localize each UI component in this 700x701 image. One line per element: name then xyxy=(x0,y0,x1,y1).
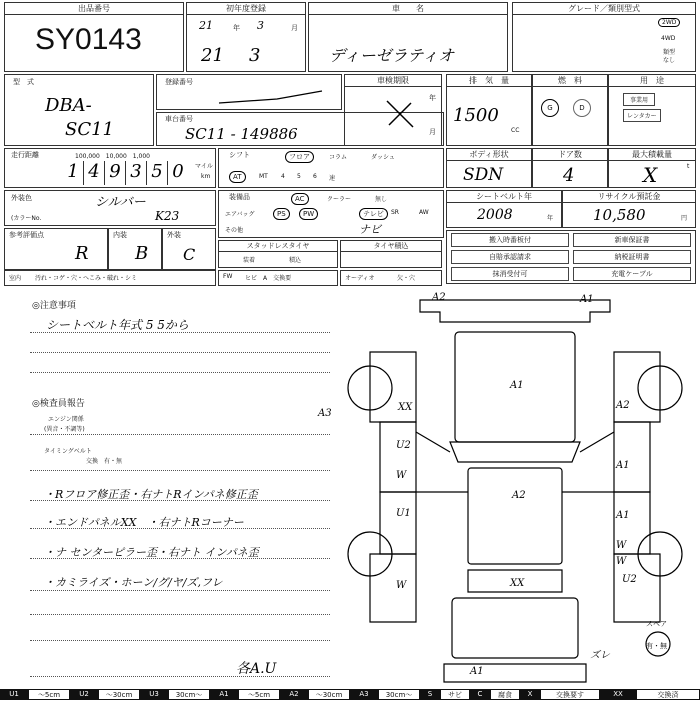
model-line2: SC11 xyxy=(65,119,115,140)
legend-key: X xyxy=(520,689,540,700)
registration-box xyxy=(156,74,342,110)
score-box xyxy=(4,228,108,270)
model-box xyxy=(4,74,154,146)
equip-cooler: クーラー xyxy=(327,196,352,203)
damage-mark: U1 xyxy=(396,508,411,519)
legend-value: ～30cm xyxy=(98,689,140,700)
damage-mark: A3 xyxy=(318,408,332,419)
equip-none: 無し xyxy=(375,196,388,203)
damage-mark: A2 xyxy=(616,400,630,411)
fuel-g: G xyxy=(541,99,559,117)
damage-mark: XX xyxy=(398,402,413,413)
legend-value: 腐食 xyxy=(490,689,520,700)
legend-key: A3 xyxy=(350,689,378,700)
grade-box xyxy=(512,2,696,72)
legend-value: ～5cm xyxy=(238,689,280,700)
seatbelt-unit: 年 xyxy=(547,215,554,222)
doors-label: ドア数 xyxy=(533,149,607,161)
interior-cond-box xyxy=(4,270,216,286)
doors-value: 4 xyxy=(563,165,575,186)
damage-mark: XX xyxy=(510,578,525,589)
note-line xyxy=(30,528,330,529)
damage-mark: A1 xyxy=(510,380,524,391)
fuel-d: D xyxy=(573,99,591,117)
chassis-value: SC11 - 149886 xyxy=(185,125,298,143)
shift-floor: フロア xyxy=(285,151,314,163)
note-line xyxy=(30,332,330,333)
recycle-label: リサイクル預託金 xyxy=(563,191,695,203)
note-line xyxy=(30,352,330,353)
equip-other: その他 xyxy=(225,227,244,234)
spare-label: スペア xyxy=(646,620,667,628)
mileage-digit: 3 xyxy=(126,161,147,185)
damage-mark: A2 xyxy=(432,292,446,303)
drive-2wd: 2WD xyxy=(658,18,680,27)
equipment-box xyxy=(218,190,444,238)
damage-mark: U2 xyxy=(396,440,411,451)
fw-label: FW xyxy=(223,273,233,280)
exterior-box xyxy=(162,228,216,270)
note-line xyxy=(30,676,330,677)
mileage-unit2: マイル xyxy=(195,163,213,170)
studless-box xyxy=(218,240,338,268)
inspection-line-4: ・カミライズ・ホーン/グ/ヤ/ズ,フレ xyxy=(44,576,223,589)
use-rental: レンタカー xyxy=(623,109,661,122)
engine-sub: (異音・不調等) xyxy=(44,426,85,433)
legend-key: XX xyxy=(600,689,636,700)
score-label: 参考評価点 xyxy=(9,231,44,239)
mileage-digit: 0 xyxy=(172,161,184,182)
inspection-year-unit: 年 xyxy=(429,94,436,102)
legend-value: 交換済 xyxy=(636,689,700,700)
displacement-value: 1500 xyxy=(453,105,499,126)
note-line xyxy=(30,590,330,591)
model-label: 型 式 xyxy=(13,78,34,86)
month-unit: 月 xyxy=(291,24,298,32)
equip-label: 装備品 xyxy=(229,193,250,201)
recycle-unit: 円 xyxy=(681,215,688,222)
score-value: R xyxy=(75,243,89,264)
studless-label: スタッドレスタイヤ xyxy=(219,241,337,252)
doc-item-6: 充電ケーブル xyxy=(573,267,691,281)
color-code: K23 xyxy=(155,209,180,223)
exterior-value: C xyxy=(183,245,196,264)
inspection-label: 車検期限 xyxy=(345,75,441,87)
recycle-value: 10,580 xyxy=(593,206,646,224)
fuel-box xyxy=(532,74,608,146)
damage-mark: A2 xyxy=(512,490,526,501)
fw-opts: ヒビ A 交換要 xyxy=(245,275,292,282)
inspector-title: ◎検査員報告 xyxy=(32,399,85,409)
caution-text: シートベルト年式 5 5から xyxy=(46,318,189,332)
first-reg-year-hand: 21 xyxy=(201,45,224,66)
damage-mark: W xyxy=(396,470,407,481)
lot-box xyxy=(4,2,184,72)
mileage-digit: 5 xyxy=(147,161,168,185)
damage-mark: A1 xyxy=(616,460,630,471)
damage-mark: U2 xyxy=(622,574,637,585)
mileage-scale: 100,000 10,000 1,000 xyxy=(75,153,150,160)
interior-cond: 汚れ・コゲ・穴・へこみ・破れ・シミ xyxy=(35,275,138,282)
interior-value: B xyxy=(135,243,149,264)
signature: 各A.U xyxy=(236,661,277,677)
note-line xyxy=(30,500,330,501)
shift-box xyxy=(218,148,444,188)
body-value: SDN xyxy=(463,165,504,185)
shift-speed: 速 xyxy=(329,175,336,182)
interior-box xyxy=(108,228,162,270)
mileage-digit: 4 xyxy=(84,161,105,185)
displacement-label: 排 気 量 xyxy=(447,75,531,87)
equip-airbag: エアバッグ xyxy=(225,211,255,218)
inspection-line-3: ・ナ センターピラー歪・右ナト インパネ歪 xyxy=(44,546,259,559)
legend-value: サビ xyxy=(440,689,470,700)
car-name-box xyxy=(308,2,508,72)
color-value: シルバー xyxy=(95,195,146,210)
studless-opt2: 積込 xyxy=(289,257,302,264)
capacity-box xyxy=(608,148,696,188)
doc-item-5: 納税証明書 xyxy=(573,250,691,264)
grade-note: 類型 なし xyxy=(663,49,676,64)
equip-ps: PS xyxy=(273,208,290,220)
use-business: 事業用 xyxy=(623,93,655,106)
lot-label: 出品番号 xyxy=(5,3,183,15)
note-line xyxy=(30,614,330,615)
capacity-unit: t xyxy=(687,163,690,170)
mileage-box xyxy=(4,148,216,188)
damage-mark: W xyxy=(396,580,407,591)
inspection-line-1: ・Rフロア修正歪・右ナトRインパネ修正歪 xyxy=(44,488,258,501)
damage-mark: A1 xyxy=(580,294,594,305)
doc-item-1: 搬入時番板付 xyxy=(451,233,569,247)
displacement-unit: CC xyxy=(511,127,520,134)
inspection-line-2: ・エンドパネルXX ・右ナトRコーナー xyxy=(44,516,244,529)
color-code-label: (カラーNo. xyxy=(11,215,42,222)
use-box xyxy=(608,74,696,146)
audio-label: オーディオ xyxy=(345,275,375,282)
damage-mark: W xyxy=(616,540,627,551)
shift-4: 4 xyxy=(281,173,285,180)
equip-sr: SR xyxy=(391,209,399,216)
mileage-digits xyxy=(63,161,188,185)
chassis-label: 車台番号 xyxy=(165,115,193,123)
audio-box xyxy=(340,270,442,286)
studless-opt1: 装着 xyxy=(243,257,256,264)
reg-label: 登録番号 xyxy=(165,78,193,86)
car-name-value: ディーゼラティオ xyxy=(329,46,455,65)
legend-key: A2 xyxy=(280,689,308,700)
caution-title: ◎注意事項 xyxy=(32,301,76,311)
legend-key: U2 xyxy=(70,689,98,700)
body-label: ボディ形状 xyxy=(447,149,531,161)
note-line xyxy=(30,470,330,471)
note-line xyxy=(30,434,330,435)
shift-6: 6 xyxy=(313,173,317,180)
shift-label: シフト xyxy=(229,151,250,159)
seatbelt-box xyxy=(446,190,562,228)
spare-value: 有・無 xyxy=(646,642,667,650)
mileage-digit: 1 xyxy=(63,161,84,185)
equip-aw: AW xyxy=(419,209,429,216)
legend-value: ～5cm xyxy=(28,689,70,700)
shift-dash: ダッシュ xyxy=(371,154,395,161)
inspection-cross xyxy=(385,99,415,129)
doc-item-2: 自賠承認請求 xyxy=(451,250,569,264)
first-reg-box xyxy=(186,2,306,72)
fw-box xyxy=(218,270,338,286)
legend-key: U3 xyxy=(140,689,168,700)
equip-other-value: ナビ xyxy=(359,223,381,236)
timing-label: タイミングベルト xyxy=(44,448,92,455)
legend-key: U1 xyxy=(0,689,28,700)
grade-label: グレード／類別型式 xyxy=(513,3,695,15)
docs-box xyxy=(446,230,696,284)
fuel-label: 燃 料 xyxy=(533,75,607,87)
shift-at: AT xyxy=(229,171,246,183)
tire-box xyxy=(340,240,442,268)
displacement-box xyxy=(446,74,532,146)
drive-4wd: 4WD xyxy=(661,35,676,42)
first-reg-month: 3 xyxy=(257,19,264,32)
recycle-box xyxy=(562,190,696,228)
exterior-label: 外装 xyxy=(167,231,181,239)
first-reg-label: 初年度登録 xyxy=(187,3,305,15)
inspection-month-unit: 月 xyxy=(429,128,436,136)
equip-pw: PW xyxy=(299,208,318,220)
shift-mt: MT xyxy=(259,173,268,180)
seatbelt-value: 2008 xyxy=(477,207,513,223)
note-line xyxy=(30,372,330,373)
legend-bar xyxy=(0,689,700,700)
year-unit: 年 xyxy=(233,24,240,32)
doc-item-4: 新車保証書 xyxy=(573,233,691,247)
first-reg-month-hand: 3 xyxy=(249,45,261,66)
damage-mark: A1 xyxy=(616,510,630,521)
shift-5: 5 xyxy=(297,173,301,180)
mileage-label: 走行距離 xyxy=(11,151,39,159)
legend-key: C xyxy=(470,689,490,700)
car-diagram xyxy=(318,292,698,688)
shift-column: コラム xyxy=(329,154,347,161)
capacity-value: X xyxy=(643,163,658,187)
car-name-label: 車 名 xyxy=(309,3,507,15)
audio-opts: 欠・穴 xyxy=(397,275,416,282)
capacity-label: 最大積載量 xyxy=(609,149,695,161)
legend-value: 30cm～ xyxy=(168,689,210,700)
interior-cond-label: 室内 xyxy=(9,275,22,282)
interior-label: 内装 xyxy=(113,231,127,239)
tire-label: タイヤ積込 xyxy=(341,241,441,252)
damage-mark: A1 xyxy=(470,666,484,677)
inspection-box xyxy=(344,74,442,146)
legend-value: ～30cm xyxy=(308,689,350,700)
color-box xyxy=(4,190,216,226)
legend-value: 30cm～ xyxy=(378,689,420,700)
color-label: 外装色 xyxy=(11,194,32,202)
timing-opts: 交換 有・無 xyxy=(86,458,123,465)
doors-box xyxy=(532,148,608,188)
doc-item-3: 抹消受付可 xyxy=(451,267,569,281)
model-line1: DBA- xyxy=(45,95,92,116)
engine-label: エンジン関係 xyxy=(48,416,84,423)
body-box xyxy=(446,148,532,188)
seatbelt-label: シートベルト年 xyxy=(447,191,561,203)
note-line xyxy=(30,640,330,641)
legend-key: S xyxy=(420,689,440,700)
note-line xyxy=(30,558,330,559)
damage-mark: ズレ xyxy=(590,650,610,661)
first-reg-year: 21 xyxy=(199,19,213,32)
reg-scribble xyxy=(217,89,327,109)
legend-value: 交換要す xyxy=(540,689,600,700)
mileage-unit: km xyxy=(201,173,211,180)
use-label: 用 途 xyxy=(609,75,695,87)
equip-tv: テレビ xyxy=(359,208,388,220)
lot-number: SY0143 xyxy=(35,23,142,56)
equip-ac: AC xyxy=(291,193,309,205)
damage-mark: W xyxy=(616,556,627,567)
mileage-digit: 9 xyxy=(105,161,126,185)
legend-key: A1 xyxy=(210,689,238,700)
